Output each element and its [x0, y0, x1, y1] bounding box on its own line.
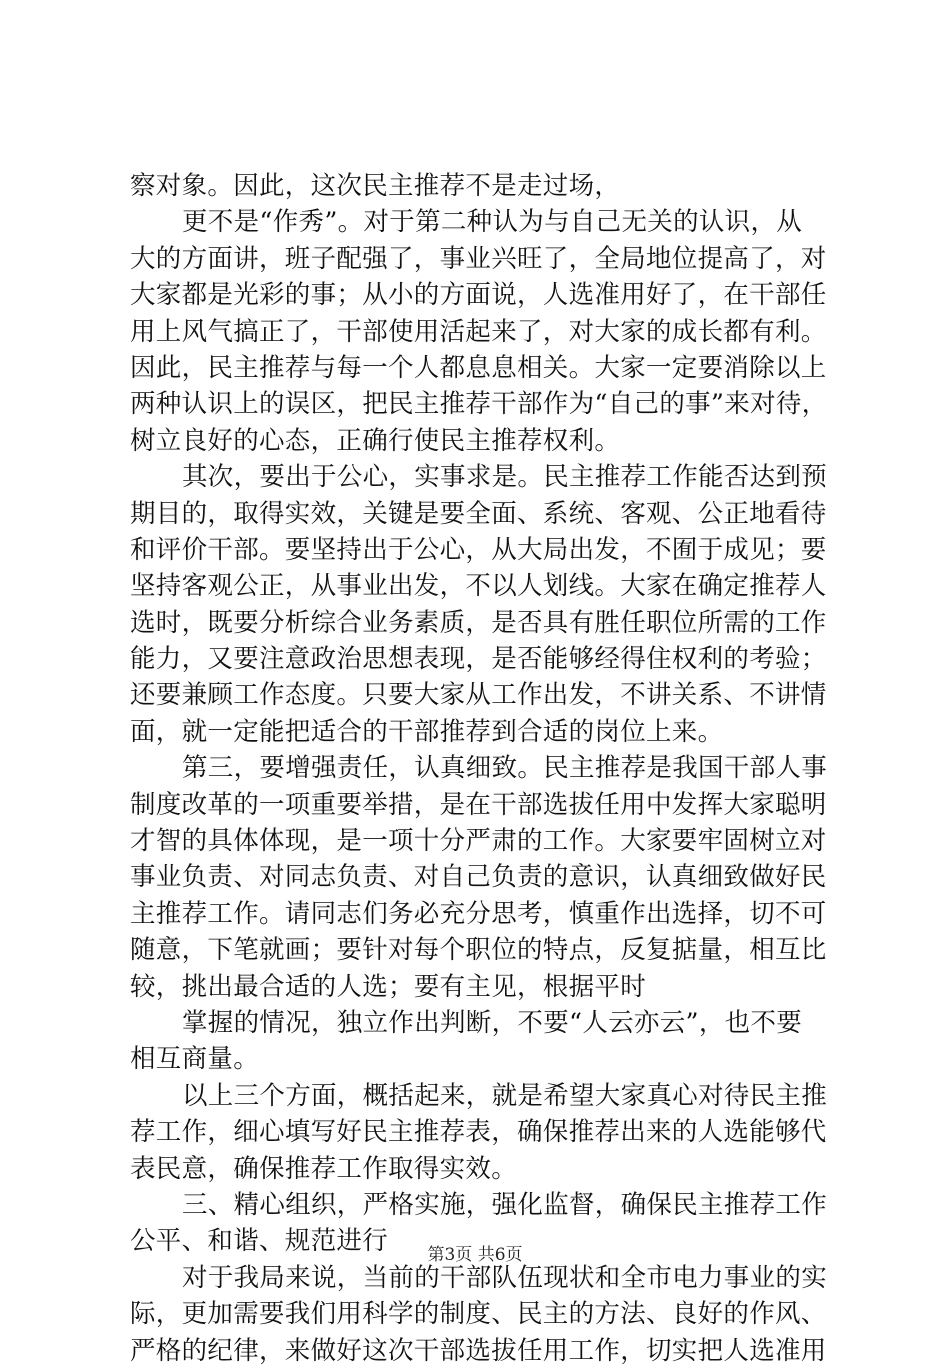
page-footer: 第3页 共6页	[427, 1245, 523, 1265]
text-line: 较，挑出最合适的人选；要有主见，根据平时	[130, 971, 647, 1002]
text-line: 表民意，确保推荐工作取得实效。	[130, 1153, 518, 1184]
text-line: 公平、和谐、规范进行	[130, 1226, 389, 1257]
text-line: 和评价干部。要坚持出于公心，从大局出发，不囿于成见；要	[130, 534, 827, 565]
text-line: 期目的，取得实效，关键是要全面、系统、客观、公正地看待	[130, 498, 827, 529]
document-body	[130, 168, 835, 1369]
text-line: 荐工作，细心填写好民主推荐表，确保推荐出来的人选能够代	[130, 1117, 827, 1148]
text-line: 事业负责、对同志负责、对自己负责的意识，认真细致做好民	[130, 862, 827, 893]
text-line: 坚持客观公正，从事业出发，不以人划线。大家在确定推荐人	[130, 571, 827, 602]
text-line: 察对象。因此，这次民主推荐不是走过场，	[130, 171, 621, 201]
text-line: 能力，又要注意政治思想表现，是否能够经得住权利的考验；	[130, 644, 827, 675]
text-line: 选时，既要分析综合业务素质，是否具有胜任职位所需的工作	[130, 607, 827, 638]
text-line: 因此，民主推荐与每一个人都息息相关。大家一定要消除以上	[130, 352, 827, 383]
text-line: 更不是“作秀”。对于第二种认为与自己无关的认识，从	[182, 207, 803, 238]
text-line: 以上三个方面，概括起来，就是希望大家真心对待民主推	[182, 1080, 828, 1111]
text-line: 相互商量。	[130, 1044, 260, 1075]
text-line: 树立良好的心态，正确行使民主推荐权利。	[130, 425, 621, 456]
text-line: 大的方面讲，班子配强了，事业兴旺了，全局地位提高了，对	[130, 243, 827, 274]
text-line: 用上风气搞正了，干部使用活起来了，对大家的成长都有利。	[130, 316, 827, 347]
text-line: 随意，下笔就画；要针对每个职位的特点，反复掂量，相互比	[130, 935, 827, 966]
text-line: 还要兼顾工作态度。只要大家从工作出发，不讲关系、不讲情	[130, 680, 827, 711]
text-line: 对于我局来说，当前的干部队伍现状和全市电力事业的实	[182, 1262, 828, 1293]
text-line: 三、精心组织，严格实施，强化监督，确保民主推荐工作	[182, 1189, 828, 1220]
text-line: 主推荐工作。请同志们务必充分思考，慎重作出选择，切不可	[130, 898, 827, 929]
text-line: 掌握的情况，独立作出判断，不要“人云亦云”，也不要	[182, 1007, 803, 1038]
text-line: 两种认识上的误区，把民主推荐干部作为“自己的事”来对待，	[130, 389, 828, 420]
text-line: 大家都是光彩的事；从小的方面说，人选准用好了，在干部任	[130, 280, 827, 311]
text-line: 第三，要增强责任，认真细致。民主推荐是我国干部人事	[182, 753, 828, 784]
text-line: 制度改革的一项重要举措，是在干部选拔任用中发挥大家聪明	[130, 789, 827, 820]
text-line: 其次，要出于公心，实事求是。民主推荐工作能否达到预	[182, 462, 828, 493]
text-line: 才智的具体体现，是一项十分严肃的工作。大家要牢固树立对	[130, 826, 827, 857]
text-line: 严格的纪律，来做好这次干部选拔任用工作，切实把人选准用	[130, 1335, 827, 1366]
text-line: 面，就一定能把适合的干部推荐到合适的岗位上来。	[130, 716, 724, 747]
text-line: 际，更加需要我们用科学的制度、民主的方法、良好的作风、	[130, 1299, 827, 1330]
